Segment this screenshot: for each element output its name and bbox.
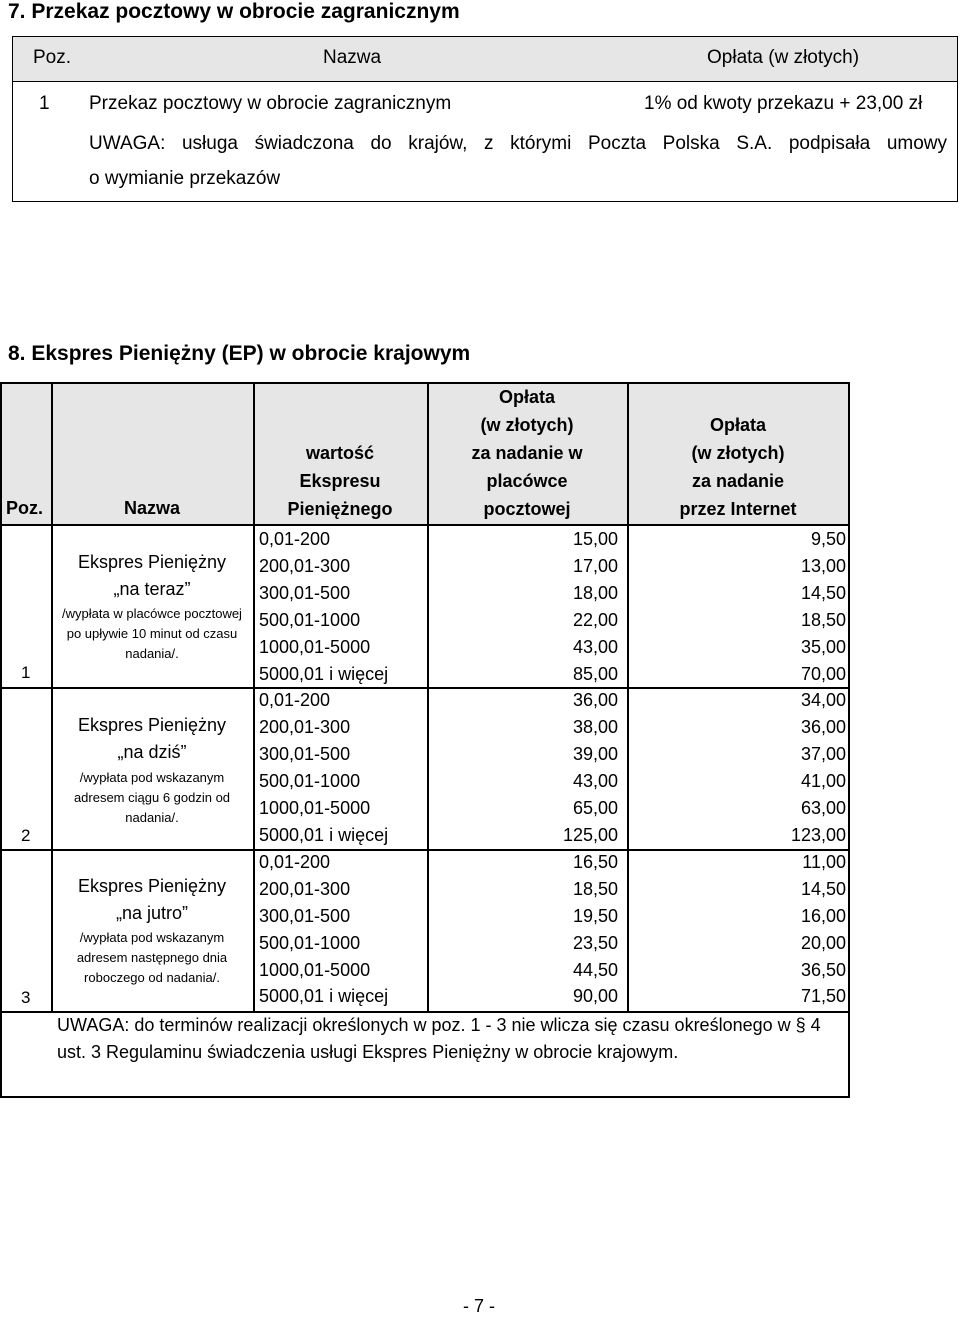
- group-3-name: Ekspres Pieniężny: [77, 876, 227, 896]
- group-2-fee-post: 36,00: [572, 690, 618, 710]
- header-oplata: Opłata (w złotych): [707, 47, 860, 68]
- section-7-note-line2: o wymianie przekazów: [89, 168, 281, 189]
- header-oplata-placowka-line: za nadanie w: [471, 443, 583, 463]
- group-1-fee-net: 9,50: [810, 529, 846, 549]
- group-1-fee-post: 17,00: [572, 556, 618, 576]
- group-2-range: 1000,01-5000: [259, 798, 371, 818]
- international-money-order-table: [12, 36, 958, 202]
- border-right: [848, 382, 850, 1098]
- group-3-note: /wypłata pod wskazanym adresem następnego dnia roboczego od nadania/.: [76, 930, 228, 985]
- group-3-range: 1000,01-5000: [259, 960, 371, 980]
- group-3-fee-post: 16,50: [572, 852, 618, 872]
- group-1-range: 300,01-500: [259, 583, 351, 603]
- page-number: - 7 -: [463, 1296, 496, 1316]
- section-8-title: 8. Ekspres Pieniężny (EP) w obrocie krajowym: [8, 342, 471, 365]
- group-1-fee-post: 85,00: [572, 664, 618, 684]
- group-1-range: 5000,01 i więcej: [259, 664, 389, 684]
- group-3-fee-net: 20,00: [800, 933, 846, 953]
- group-3-fee-net: 16,00: [800, 906, 846, 926]
- group-1-fee-net: 18,50: [800, 610, 846, 630]
- group-1-fee-net: 14,50: [800, 583, 846, 603]
- group-3-fee-net: 36,50: [800, 960, 846, 980]
- group-3-range: 200,01-300: [259, 879, 351, 899]
- group-2-name: Ekspres Pieniężny: [77, 715, 227, 735]
- header-nazwa: Nazwa: [323, 47, 382, 68]
- group-2-range: 200,01-300: [259, 717, 351, 737]
- group-2-fee-net: 41,00: [800, 771, 846, 791]
- header-wartosc-line: wartość: [305, 443, 375, 463]
- header-wartosc-line: Pieniężnego: [287, 499, 393, 519]
- group-2-fee-net: 123,00: [790, 825, 846, 845]
- group-1-range: 500,01-1000: [259, 610, 361, 630]
- group-2-fee-post: 125,00: [562, 825, 618, 845]
- group-1-subname: „na teraz”: [113, 579, 191, 599]
- group-2-range: 5000,01 i więcej: [259, 825, 389, 845]
- header-nazwa: Nazwa: [123, 498, 181, 518]
- group-2-fee-net: 37,00: [800, 744, 846, 764]
- group-1-fee-post: 22,00: [572, 610, 618, 630]
- header-wartosc-line: Ekspresu: [299, 471, 381, 491]
- group-2-subname: „na dziś”: [117, 742, 187, 762]
- header-oplata-placowka-line: (w złotych): [480, 415, 574, 435]
- row-oplata: 1% od kwoty przekazu + 23,00 zł: [644, 93, 923, 114]
- header-oplata-internet-line: (w złotych): [691, 443, 785, 463]
- group-3-fee-net: 71,50: [800, 986, 846, 1006]
- group-1-range: 200,01-300: [259, 556, 351, 576]
- group-3-fee-post: 18,50: [572, 879, 618, 899]
- section-8-note: UWAGA: do terminów realizacji określonych w poz. 1 - 3 nie wlicza się czasu określonego w § 4 ust. 3 Regulaminu świadczenia usługi Ekspres Pieniężny w obrocie krajowym.: [57, 1015, 821, 1062]
- group-1-fee-net: 70,00: [800, 664, 846, 684]
- section-7-note-line1: UWAGA: usługa świadczona do krajów, z którymi Poczta Polska S.A. podpisała umowy: [89, 133, 947, 154]
- group-2-fee-post: 38,00: [572, 717, 618, 737]
- header-oplata-internet: [628, 411, 848, 523]
- group-2-fee-post: 39,00: [572, 744, 618, 764]
- group-1-range: 0,01-200: [259, 529, 331, 549]
- group-2-poz: 2: [21, 826, 31, 845]
- group-2-fee-net: 36,00: [800, 717, 846, 737]
- group-3-fee-net: 14,50: [800, 879, 846, 899]
- group-3-range: 0,01-200: [259, 852, 331, 872]
- group-1-fee-post: 15,00: [572, 529, 618, 549]
- group-2-range: 300,01-500: [259, 744, 351, 764]
- express-money-table: [0, 382, 850, 1098]
- group-2-range: 0,01-200: [259, 690, 331, 710]
- row-nazwa: Przekaz pocztowy w obrocie zagranicznym: [89, 93, 452, 114]
- group-3-fee-post: 19,50: [572, 906, 618, 926]
- header-oplata-placowka-line: pocztowej: [483, 499, 571, 519]
- group-1-fee-net: 35,00: [800, 637, 846, 657]
- group-3-fee-net: 11,00: [802, 852, 846, 872]
- group-1-name: Ekspres Pieniężny: [77, 552, 227, 572]
- group-2-fee-post: 65,00: [572, 798, 618, 818]
- group-3-fee-post: 44,50: [572, 960, 618, 980]
- group-1-fee-post: 43,00: [572, 637, 618, 657]
- group-3-range: 300,01-500: [259, 906, 351, 926]
- group-1-poz: 1: [21, 663, 31, 682]
- group-2-fee-net: 34,00: [800, 690, 846, 710]
- group-2-note: /wypłata pod wskazanym adresem ciągu 6 godzin od nadania/.: [73, 770, 231, 825]
- header-oplata-internet-line: za nadanie: [691, 471, 785, 491]
- header-poz: Poz.: [6, 498, 44, 518]
- group-3-fee-post: 90,00: [572, 986, 618, 1006]
- group-2-fee-net: 63,00: [800, 798, 846, 818]
- group-2-range: 500,01-1000: [259, 771, 361, 791]
- header-oplata-placowka-line: Opłata: [498, 387, 555, 407]
- header-wartosc: [254, 439, 426, 523]
- border-bottom: [0, 1096, 850, 1098]
- header-oplata-internet-line: przez Internet: [679, 499, 797, 519]
- group-1-fee-net: 13,00: [800, 556, 846, 576]
- header-oplata-placowka-line: placówce: [486, 471, 568, 491]
- border-left: [0, 382, 2, 1098]
- header-oplata-internet-line: Opłata: [709, 415, 766, 435]
- group-1-fee-post: 18,00: [572, 583, 618, 603]
- group-3-poz: 3: [21, 988, 31, 1007]
- group-2-fee-post: 43,00: [572, 771, 618, 791]
- row-poz: 1: [39, 93, 50, 114]
- group-3-range: 500,01-1000: [259, 933, 361, 953]
- header-divider: [0, 524, 850, 526]
- group-1-range: 1000,01-5000: [259, 637, 371, 657]
- group-divider-1: [0, 687, 850, 689]
- section-7-title: 7. Przekaz pocztowy w obrocie zagranicznym: [8, 0, 460, 23]
- border-top: [0, 382, 850, 384]
- header-poz: Poz.: [33, 47, 72, 68]
- group-1-note: /wypłata w placówce pocztowej po upływie 10 minut od czasu nadania/.: [62, 606, 242, 661]
- group-3-fee-post: 23,50: [572, 933, 618, 953]
- group-3-range: 5000,01 i więcej: [259, 986, 389, 1006]
- header-oplata-placowka: [428, 383, 626, 523]
- group-3-subname: „na jutro”: [115, 903, 189, 923]
- group-divider-2: [0, 849, 850, 851]
